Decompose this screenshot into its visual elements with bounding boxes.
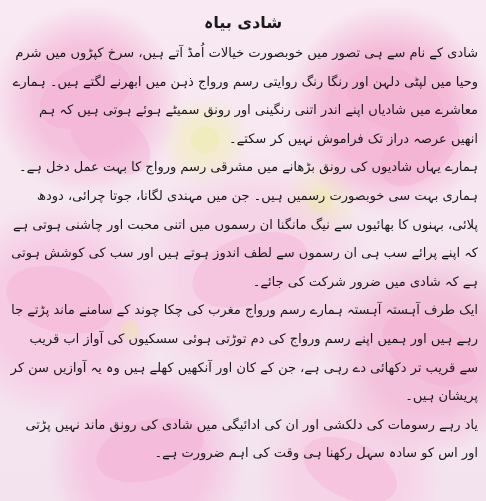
paragraph-1: شادی کے نام سے ہی تصور میں خوبصورت خیالات اُمڈ آتے ہیں، سرخ کپڑوں میں شرم وحیا میں لپٹی دلہن اور رنگا رنگ روایتی رسم ورواج ذہن میں ابھرنے لگتے ہیں۔ ہمارے معاشرے میں شادیاں اپنے اندر اتنی رنگینی اور رونق سمیٹے ہوئے ہوتی ہیں کہ ہم انھیں عرصہ دراز تک فراموش نہیں کر سکتے۔ [12, 46, 478, 147]
paragraph-2: ہمارے یہاں شادیوں کی رونق بڑھانے میں مشرقی رسم ورواج کا بہت عمل دخل ہے۔ ہماری بہت سی خوبصورت رسمیں ہیں۔ جن میں مہندی لگانا، جوتا چرائی، دودھ پلائی، بہنوں کا بھائیوں سے نیگ مانگنا ان رسموں میں اتنی محبت اور چاشنی ہوتی ہے کہ اپنے پرائے سب ہی ان رسموں سے لطف اندوز ہوتے ہیں اور سب کی کوشش ہوتی ہے کہ شادی میں ضرور شرکت کی جائے۔ [11, 160, 478, 290]
paragraph-3: ایک طرف آہستہ آہستہ ہمارے رسم ورواج مغرب کی چکا چوند کے سامنے ماند پڑتے جا رہے ہیں اور ہمیں اپنے رسم ورواج کی دم توڑتی ہوئی سسکیوں کی آواز اب قریب سے قریب تر دکھائی دے رہی ہے، جن کے کان اور آنکھیں کھلے ہیں وہ یہ آوازیں سن کر پریشان ہیں۔ [10, 303, 478, 405]
article [8, 6, 478, 469]
paragraph-4: یاد رہے رسومات کی دلکشی اور ان کی ادائیگی میں شادی کی رونق ماند نہیں پڑتی اور اس کو سادہ سہل رکھنا ہی وقت کی اہم ضرورت ہے۔ [25, 417, 478, 462]
article-title: شادی بیاہ [203, 13, 283, 32]
